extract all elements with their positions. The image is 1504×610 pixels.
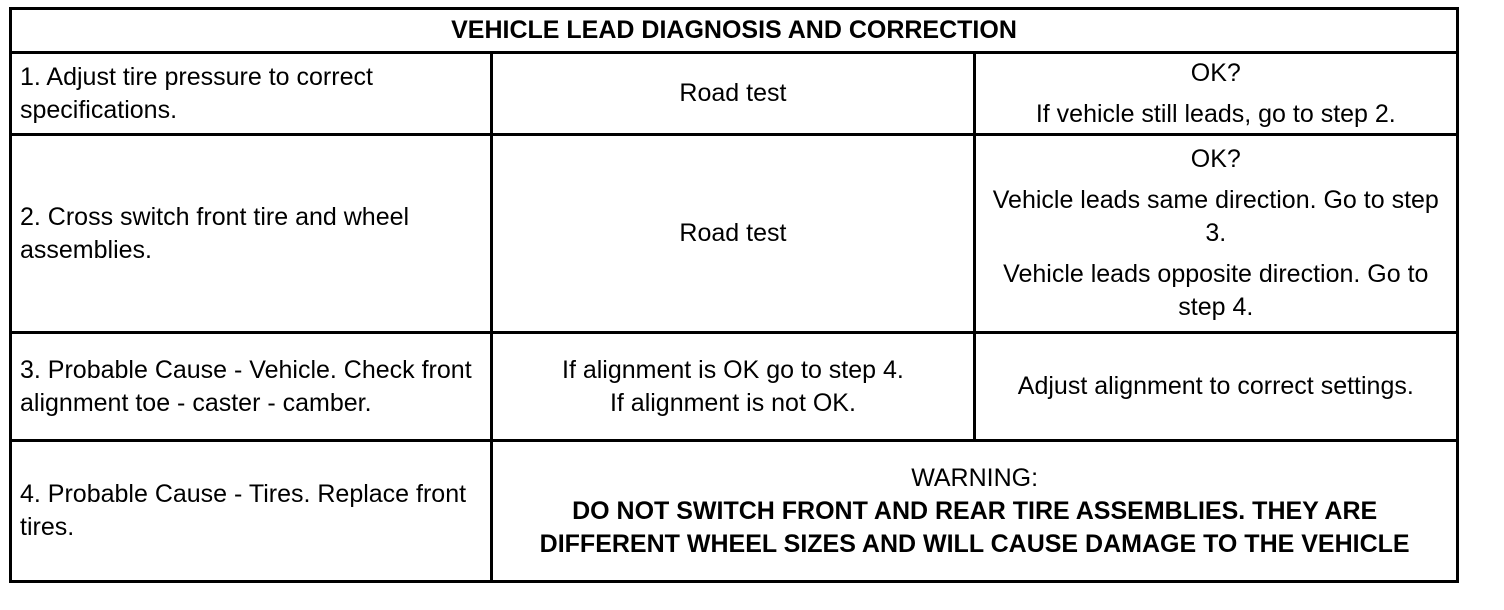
table-row: [11, 135, 1458, 333]
step-cell: 4. Probable Cause - Tires. Replace front tires.: [11, 441, 492, 582]
result-line: Vehicle leads same direction. Go to step 3.: [992, 186, 1439, 247]
result-line: OK?: [1190, 145, 1241, 173]
diagnosis-table-container: [9, 7, 1459, 583]
warning-cell: [492, 441, 1458, 582]
action-cell: Road test: [492, 135, 974, 333]
step-cell: 2. Cross switch front tire and wheel assemblies.: [11, 135, 492, 333]
action-cell: Road test: [492, 53, 974, 135]
result-line: If vehicle still leads, go to step 2.: [1035, 99, 1396, 128]
action-line: If alignment is not OK.: [609, 388, 856, 417]
table-row: [11, 53, 1458, 135]
step-cell: 3. Probable Cause - Vehicle. Check front alignment toe - caster - camber.: [11, 333, 492, 441]
table-title-row: [11, 9, 1458, 53]
action-cell: [492, 333, 974, 441]
result-cell: Adjust alignment to correct settings.: [974, 333, 1457, 441]
table-row: [11, 441, 1458, 582]
result-cell: [974, 135, 1457, 333]
warning-title: WARNING:: [911, 463, 1039, 492]
action-line: If alignment is OK go to step 4.: [562, 355, 904, 384]
diagnosis-table: [9, 7, 1459, 583]
table-row: [11, 333, 1458, 441]
result-line: OK?: [1190, 58, 1241, 87]
table-title: VEHICLE LEAD DIAGNOSIS AND CORRECTION: [11, 9, 1458, 53]
step-cell: 1. Adjust tire pressure to correct specifications.: [11, 53, 492, 135]
result-line: Vehicle leads opposite direction. Go to step 4.: [1003, 260, 1429, 321]
warning-text: DO NOT SWITCH FRONT AND REAR TIRE ASSEMBLIES. THEY ARE DIFFERENT WHEEL SIZES AND WILL CAUSE DAMAGE TO THE VEHICLE: [539, 496, 1410, 558]
result-cell: [974, 53, 1457, 135]
